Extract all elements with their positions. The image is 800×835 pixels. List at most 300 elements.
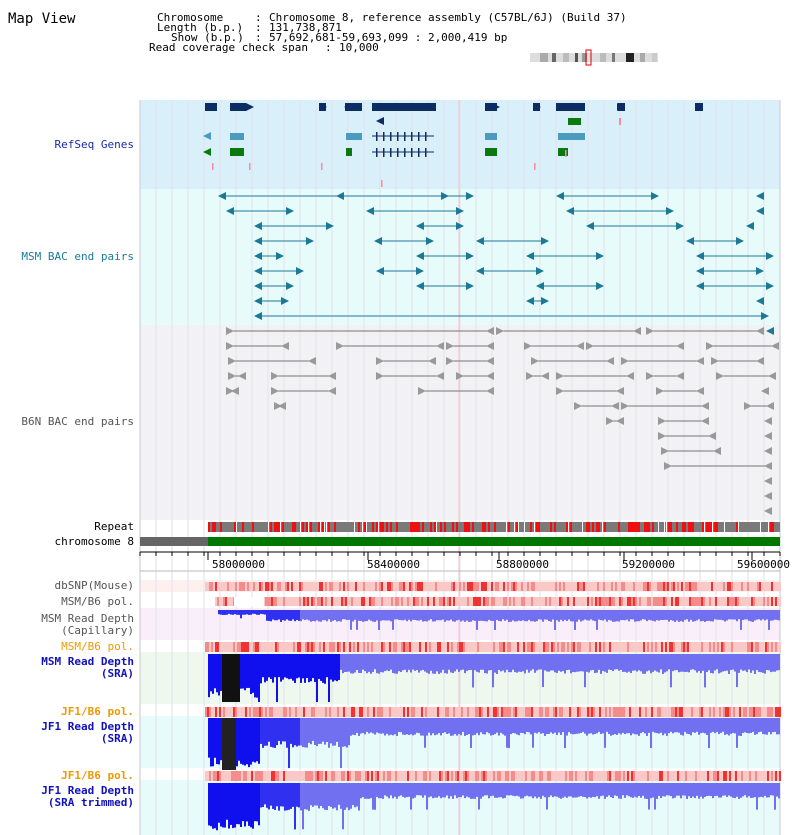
- read-depth-bar: [268, 610, 270, 621]
- polymorphism-cell: [297, 582, 299, 591]
- read-depth-bar: [634, 654, 636, 670]
- read-depth-bar: [332, 610, 334, 621]
- polymorphism-cell: [217, 771, 219, 781]
- read-depth-bar: [662, 610, 664, 620]
- polymorphism-cell: [633, 597, 635, 606]
- read-depth-bar: [334, 783, 336, 808]
- read-depth-bar: [526, 610, 528, 621]
- polymorphism-cell: [699, 707, 701, 717]
- read-depth-bar: [452, 783, 454, 799]
- polymorphism-cell: [291, 597, 293, 606]
- read-depth-bar: [626, 783, 628, 795]
- read-depth-bar: [626, 610, 628, 620]
- polymorphism-cell: [761, 707, 763, 717]
- polymorphism-cell: [411, 642, 413, 652]
- read-depth-bar: [514, 718, 516, 733]
- polymorphism-cell: [333, 707, 335, 717]
- read-depth-bar: [350, 654, 352, 673]
- read-depth-bar: [630, 783, 632, 797]
- read-depth-bar: [294, 783, 296, 829]
- polymorphism-cell: [529, 771, 531, 781]
- read-depth-bar: [548, 718, 550, 734]
- read-depth-bar: [510, 718, 512, 734]
- read-depth-bar: [366, 718, 368, 732]
- read-depth-bar: [394, 610, 396, 620]
- read-depth-bar: [428, 783, 430, 797]
- ruler-tick-label: 58000000: [212, 558, 265, 571]
- polymorphism-cell: [503, 771, 505, 781]
- polymorphism-cell: [509, 597, 511, 606]
- read-depth-bar: [472, 654, 474, 687]
- read-depth-bar: [458, 610, 460, 620]
- polymorphism-cell: [757, 582, 759, 591]
- polymorphism-cell: [545, 771, 547, 781]
- polymorphism-cell: [515, 707, 517, 717]
- polymorphism-cell: [241, 582, 243, 591]
- read-depth-bar: [524, 718, 526, 734]
- polymorphism-cell: [507, 771, 509, 781]
- read-depth-bar: [662, 718, 664, 735]
- polymorphism-cell: [287, 642, 289, 652]
- track-label-jf1-pol-1[interactable]: JF1/B6 pol.: [61, 705, 134, 718]
- read-depth-bar: [714, 654, 716, 670]
- polymorphism-cell: [523, 771, 525, 781]
- read-depth-bar: [752, 610, 754, 622]
- read-depth-bar: [348, 654, 350, 672]
- read-depth-bar: [244, 654, 246, 690]
- polymorphism-cell: [565, 597, 567, 606]
- polymorphism-cell: [565, 707, 567, 717]
- polymorphism-cell: [387, 597, 389, 606]
- track-label-msm-depth-sra[interactable]: MSM Read Depth: [41, 655, 134, 668]
- read-depth-bar: [598, 654, 600, 670]
- polymorphism-cell: [427, 582, 429, 591]
- read-depth-bar: [664, 718, 666, 734]
- read-depth-bar: [256, 718, 258, 761]
- read-depth-bar: [676, 610, 678, 621]
- polymorphism-cell: [697, 642, 699, 652]
- polymorphism-cell: [379, 771, 381, 781]
- polymorphism-cell: [701, 582, 703, 591]
- polymorphism-cell: [409, 582, 411, 591]
- track-label-b6n-bac-end-pairs[interactable]: B6N BAC end pairs: [21, 415, 134, 428]
- read-depth-bar: [580, 654, 582, 671]
- polymorphism-cell: [253, 707, 255, 717]
- read-depth-bar: [436, 654, 438, 671]
- polymorphism-cell: [621, 597, 623, 606]
- read-depth-bar: [446, 654, 448, 674]
- read-depth-bar: [302, 718, 304, 747]
- polymorphism-cell: [267, 771, 269, 781]
- polymorphism-cell: [301, 771, 303, 781]
- read-depth-bar: [340, 718, 342, 768]
- polymorphism-cell: [731, 597, 733, 606]
- polymorphism-cell: [587, 642, 589, 652]
- polymorphism-cell: [487, 597, 489, 606]
- polymorphism-cell: [651, 771, 653, 781]
- read-depth-bar: [554, 610, 556, 630]
- polymorphism-cell: [369, 707, 371, 717]
- read-depth-bar: [486, 654, 488, 674]
- polymorphism-cell: [715, 642, 717, 652]
- read-depth-bar: [530, 654, 532, 671]
- read-depth-bar: [394, 718, 396, 734]
- polymorphism-cell: [759, 582, 761, 591]
- read-depth-bar: [668, 610, 670, 622]
- polymorphism-cell: [385, 642, 387, 652]
- polymorphism-cell: [597, 582, 599, 591]
- read-depth-bar: [550, 718, 552, 732]
- polymorphism-cell: [441, 642, 443, 652]
- polymorphism-cell: [335, 597, 337, 606]
- polymorphism-cell: [245, 582, 247, 591]
- read-depth-bar: [456, 783, 458, 798]
- repeat-element: [412, 522, 414, 532]
- read-depth-bar: [754, 610, 756, 620]
- read-depth-bar: [742, 783, 744, 796]
- read-depth-bar: [508, 718, 510, 748]
- polymorphism-cell: [719, 771, 721, 781]
- read-depth-bar: [546, 654, 548, 672]
- read-depth-bar: [742, 718, 744, 733]
- polymorphism-cell: [317, 642, 319, 652]
- read-depth-bar: [716, 718, 718, 732]
- polymorphism-cell: [675, 707, 677, 717]
- read-depth-bar: [540, 718, 542, 734]
- polymorphism-cell: [211, 642, 213, 652]
- read-depth-bar: [490, 610, 492, 621]
- read-depth-bar: [266, 654, 268, 681]
- track-label-msm-depth-capillary-sub: (Capillary): [61, 624, 134, 637]
- repeat-element: [482, 522, 484, 532]
- read-depth-bar: [334, 718, 336, 746]
- polymorphism-cell: [385, 707, 387, 717]
- read-depth-bar: [544, 654, 546, 670]
- repeat-element: [430, 522, 432, 532]
- polymorphism-cell: [271, 707, 273, 717]
- repeat-element: [220, 522, 222, 532]
- polymorphism-cell: [583, 771, 585, 781]
- polymorphism-cell: [379, 597, 381, 606]
- polymorphism-cell: [359, 582, 361, 591]
- read-depth-bar: [528, 610, 530, 620]
- polymorphism-cell: [369, 597, 371, 606]
- polymorphism-cell: [431, 642, 433, 652]
- track-label-jf1-depth-sra[interactable]: JF1 Read Depth: [41, 720, 134, 733]
- read-depth-bar: [390, 783, 392, 795]
- read-depth-bar: [314, 610, 316, 621]
- polymorphism-cell: [747, 771, 749, 781]
- polymorphism-cell: [627, 707, 629, 717]
- polymorphism-cell: [723, 642, 725, 652]
- polymorphism-cell: [325, 597, 327, 606]
- polymorphism-cell: [609, 582, 611, 591]
- polymorphism-cell: [445, 642, 447, 652]
- read-depth-bar: [694, 654, 696, 670]
- read-depth-bar: [354, 610, 356, 620]
- read-depth-bar: [456, 718, 458, 736]
- read-depth-bar: [288, 783, 290, 810]
- repeat-element: [636, 522, 638, 532]
- read-depth-bar: [728, 718, 730, 735]
- polymorphism-cell: [649, 642, 651, 652]
- repeat-element: [452, 522, 454, 532]
- polymorphism-cell: [533, 642, 535, 652]
- read-depth-bar: [516, 610, 518, 621]
- polymorphism-cell: [659, 642, 661, 652]
- read-depth-bar: [716, 783, 718, 796]
- polymorphism-cell: [377, 707, 379, 717]
- polymorphism-cell: [761, 771, 763, 781]
- polymorphism-cell: [733, 597, 735, 606]
- polymorphism-cell: [357, 707, 359, 717]
- polymorphism-cell: [309, 642, 311, 652]
- polymorphism-cell: [407, 582, 409, 591]
- polymorphism-cell: [627, 597, 629, 606]
- read-depth-bar: [450, 718, 452, 736]
- polymorphism-cell: [531, 597, 533, 606]
- read-depth-bar: [316, 610, 318, 620]
- read-depth-bar: [746, 610, 748, 619]
- polymorphism-cell: [293, 597, 295, 606]
- polymorphism-cell: [227, 771, 229, 781]
- polymorphism-cell: [465, 582, 467, 591]
- polymorphism-cell: [299, 771, 301, 781]
- polymorphism-cell: [533, 582, 535, 591]
- track-label-msm-depth-capillary[interactable]: MSM Read Depth: [41, 612, 134, 625]
- polymorphism-cell: [349, 707, 351, 717]
- polymorphism-cell: [393, 597, 395, 606]
- read-depth-bar: [560, 783, 562, 799]
- polymorphism-cell: [279, 642, 281, 652]
- polymorphism-cell: [439, 582, 441, 591]
- polymorphism-cell: [753, 582, 755, 591]
- polymorphism-cell: [695, 582, 697, 591]
- read-depth-bar: [668, 718, 670, 733]
- read-depth-bar: [580, 718, 582, 733]
- read-depth-bar: [724, 610, 726, 622]
- polymorphism-cell: [395, 582, 397, 591]
- repeat-element: [372, 522, 374, 532]
- track-label-dbsnp[interactable]: dbSNP(Mouse): [54, 579, 134, 592]
- polymorphism-cell: [269, 771, 271, 781]
- read-depth-bar: [372, 718, 374, 733]
- track-label-chromosome[interactable]: chromosome 8: [54, 535, 134, 548]
- polymorphism-cell: [589, 707, 591, 717]
- read-depth-bar: [644, 718, 646, 733]
- track-label-msm-pol-2[interactable]: MSM/B6 pol.: [61, 640, 134, 653]
- read-depth-bar: [602, 610, 604, 621]
- polymorphism-cell: [431, 707, 433, 717]
- polymorphism-cell: [513, 707, 515, 717]
- polymorphism-cell: [239, 642, 241, 652]
- read-depth-bar: [516, 783, 518, 796]
- polymorphism-cell: [719, 642, 721, 652]
- read-depth-bar: [450, 610, 452, 620]
- polymorphism-cell: [285, 771, 287, 781]
- polymorphism-cell: [459, 771, 461, 781]
- polymorphism-cell: [571, 771, 573, 781]
- polymorphism-cell: [221, 597, 223, 606]
- read-depth-bar: [328, 610, 330, 619]
- gene-exon: [383, 148, 385, 157]
- polymorphism-cell: [205, 642, 207, 652]
- repeat-element: [716, 522, 718, 532]
- polymorphism-cell: [767, 582, 769, 591]
- polymorphism-cell: [393, 642, 395, 652]
- polymorphism-cell: [691, 707, 693, 717]
- polymorphism-cell: [577, 707, 579, 717]
- read-depth-bar: [704, 654, 706, 687]
- polymorphism-cell: [585, 707, 587, 717]
- polymorphism-cell: [647, 597, 649, 606]
- read-depth-bar: [542, 718, 544, 733]
- polymorphism-cell: [289, 642, 291, 652]
- track-label-repeat[interactable]: Repeat: [94, 520, 134, 533]
- polymorphism-cell: [273, 582, 275, 591]
- polymorphism-cell: [407, 642, 409, 652]
- polymorphism-cell: [331, 597, 333, 606]
- polymorphism-cell: [371, 597, 373, 606]
- track-label-jf1-depth-trimmed[interactable]: JF1 Read Depth: [41, 784, 134, 797]
- polymorphism-cell: [713, 707, 715, 717]
- read-depth-bar: [230, 783, 232, 825]
- polymorphism-cell: [343, 582, 345, 591]
- polymorphism-cell: [321, 582, 323, 591]
- read-depth-bar: [456, 610, 458, 620]
- track-label-jf1-pol-2[interactable]: JF1/B6 pol.: [61, 769, 134, 782]
- read-depth-bar: [604, 654, 606, 672]
- read-depth-bar: [346, 718, 348, 748]
- polymorphism-cell: [565, 582, 567, 591]
- read-depth-bar: [282, 718, 284, 741]
- read-depth-bar: [408, 610, 410, 620]
- polymorphism-cell: [733, 582, 735, 591]
- read-depth-bar: [468, 654, 470, 670]
- polymorphism-cell: [687, 597, 689, 606]
- read-depth-bar: [684, 718, 686, 732]
- polymorphism-cell: [537, 707, 539, 717]
- read-depth-bar: [470, 610, 472, 622]
- read-depth-bar: [594, 718, 596, 734]
- track-label-msm-bac-end-pairs[interactable]: MSM BAC end pairs: [21, 250, 134, 263]
- polymorphism-cell: [263, 771, 265, 781]
- read-depth-bar: [316, 783, 318, 806]
- read-depth-bar: [448, 610, 450, 621]
- polymorphism-cell: [715, 582, 717, 591]
- polymorphism-cell: [425, 642, 427, 652]
- read-depth-bar: [654, 654, 656, 671]
- read-depth-bar: [498, 718, 500, 736]
- read-depth-bar: [644, 610, 646, 620]
- polymorphism-cell: [405, 597, 407, 606]
- read-depth-bar: [368, 783, 370, 799]
- repeat-element: [376, 522, 378, 532]
- read-depth-bar: [758, 610, 760, 619]
- read-depth-bar: [438, 610, 440, 620]
- read-depth-bar: [300, 654, 302, 683]
- read-depth-bar: [604, 718, 606, 748]
- read-depth-bar: [558, 654, 560, 671]
- polymorphism-cell: [655, 707, 657, 717]
- track-label-refseq-genes[interactable]: RefSeq Genes: [54, 138, 134, 151]
- polymorphism-cell: [501, 771, 503, 781]
- read-depth-bar: [230, 610, 232, 615]
- polymorphism-cell: [403, 707, 405, 717]
- polymorphism-cell: [293, 582, 295, 591]
- read-depth-bar: [320, 610, 322, 622]
- read-depth-bar: [610, 718, 612, 736]
- polymorphism-cell: [769, 642, 771, 652]
- polymorphism-cell: [461, 582, 463, 591]
- read-depth-bar: [246, 718, 248, 764]
- read-depth-bar: [574, 610, 576, 630]
- track-label-msm-pol-1[interactable]: MSM/B6 pol.: [61, 595, 134, 608]
- read-depth-bar: [240, 610, 242, 618]
- read-depth-bar: [410, 610, 412, 621]
- read-depth-bar: [440, 654, 442, 673]
- polymorphism-cell: [297, 597, 299, 606]
- polymorphism-cell: [411, 597, 413, 606]
- polymorphism-cell: [769, 582, 771, 591]
- polymorphism-cell: [357, 597, 359, 606]
- read-depth-bar: [770, 610, 772, 621]
- read-depth-bar: [762, 783, 764, 797]
- polymorphism-cell: [761, 642, 763, 652]
- repeat-element: [516, 522, 518, 532]
- read-depth-bar: [704, 783, 706, 797]
- polymorphism-cell: [337, 707, 339, 717]
- read-depth-bar: [642, 718, 644, 732]
- polymorphism-cell: [649, 707, 651, 717]
- polymorphism-cell: [289, 582, 291, 591]
- polymorphism-cell: [553, 707, 555, 717]
- polymorphism-cell: [661, 597, 663, 606]
- read-depth-bar: [262, 783, 264, 807]
- polymorphism-cell: [755, 771, 757, 781]
- polymorphism-cell: [549, 582, 551, 591]
- polymorphism-cell: [247, 771, 249, 781]
- read-depth-bar: [320, 783, 322, 806]
- polymorphism-cell: [635, 771, 637, 781]
- polymorphism-cell: [379, 642, 381, 652]
- polymorphism-cell: [475, 582, 477, 591]
- polymorphism-cell: [259, 642, 261, 652]
- polymorphism-cell: [281, 642, 283, 652]
- polymorphism-cell: [455, 642, 457, 652]
- polymorphism-cell: [547, 642, 549, 652]
- read-depth-bar: [690, 718, 692, 735]
- read-depth-bar: [680, 610, 682, 621]
- polymorphism-cell: [343, 771, 345, 781]
- polymorphism-cell: [545, 642, 547, 652]
- read-depth-bar: [702, 654, 704, 671]
- polymorphism-cell: [697, 707, 699, 717]
- read-depth-bar: [422, 783, 424, 798]
- polymorphism-cell: [477, 582, 479, 591]
- repeat-element: [550, 522, 552, 532]
- read-depth-bar: [600, 783, 602, 796]
- read-depth-bar: [708, 783, 710, 796]
- polymorphism-cell: [461, 597, 463, 606]
- polymorphism-cell: [585, 771, 587, 781]
- polymorphism-cell: [481, 771, 483, 781]
- read-depth-bar: [446, 610, 448, 620]
- polymorphism-cell: [267, 707, 269, 717]
- read-depth-bar: [718, 783, 720, 798]
- polymorphism-cell: [653, 771, 655, 781]
- read-depth-bar: [362, 718, 364, 733]
